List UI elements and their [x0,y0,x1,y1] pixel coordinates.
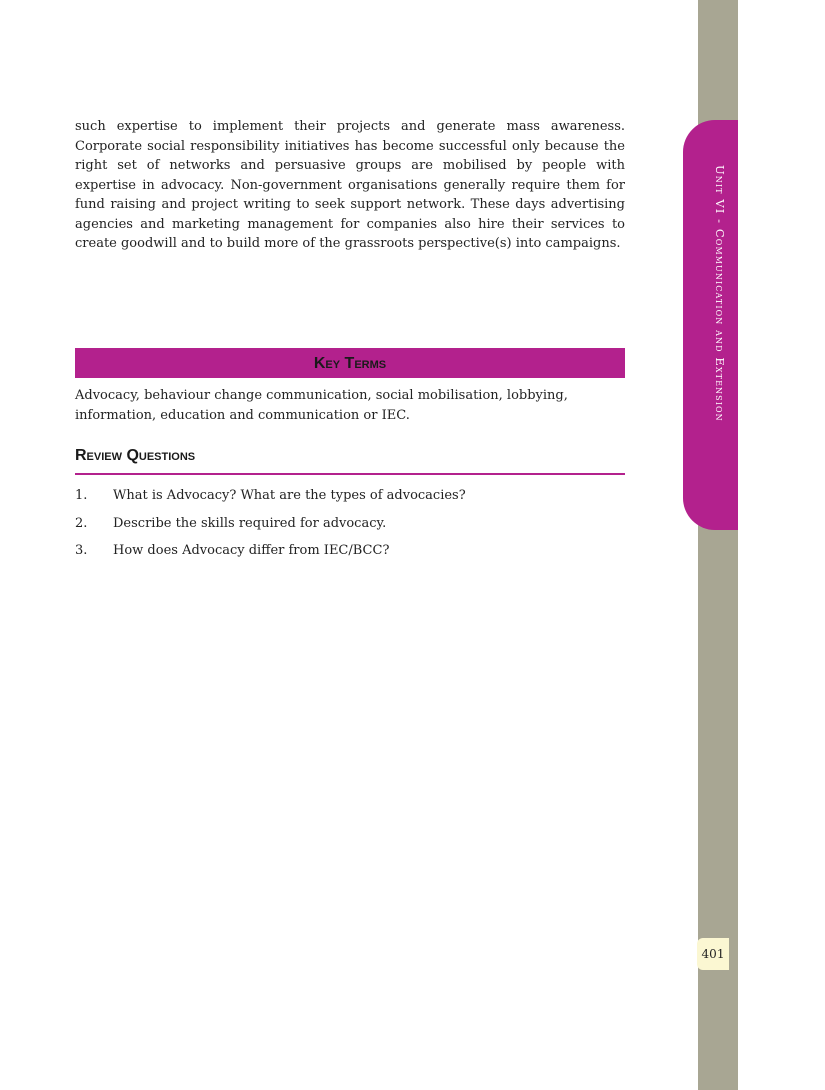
key-terms-text: Advocacy, behaviour change communication, social mobilisation, lobbying, information, education and communication or IEC. [75,388,568,423]
question-number: 3. [75,543,88,558]
review-divider [75,473,625,475]
review-questions-list [75,486,625,569]
unit-label: Unit VI - Communication and Extension [713,165,727,422]
body-paragraph: such expertise to implement their projects and generate mass awareness. Corporate social responsibility initiatives has become successful only because the right set of networks and persuasive groups are mobilised by people with expertise in advocacy. Non-government organisations generally require them for fund raising and project writing to seek support network. These days advertising agencies and marketing management for companies also hire their services to create goodwill and to build more of the grassroots perspective(s) into campaigns. [75,119,625,251]
question-text: How does Advocacy differ from IEC/BCC? [113,543,390,558]
question-number: 2. [75,515,88,531]
review-questions-heading: Review Questions [75,447,196,464]
question-number: 1. [75,488,88,503]
question-item [75,486,625,514]
question-item [75,514,625,542]
page-number: 401 [697,938,729,970]
question-item [75,541,625,569]
question-text: What is Advocacy? What are the types of advocacies? [113,488,466,503]
key-terms-heading: Key Terms [313,355,387,372]
question-text: Describe the skills required for advocacy. [113,515,387,531]
